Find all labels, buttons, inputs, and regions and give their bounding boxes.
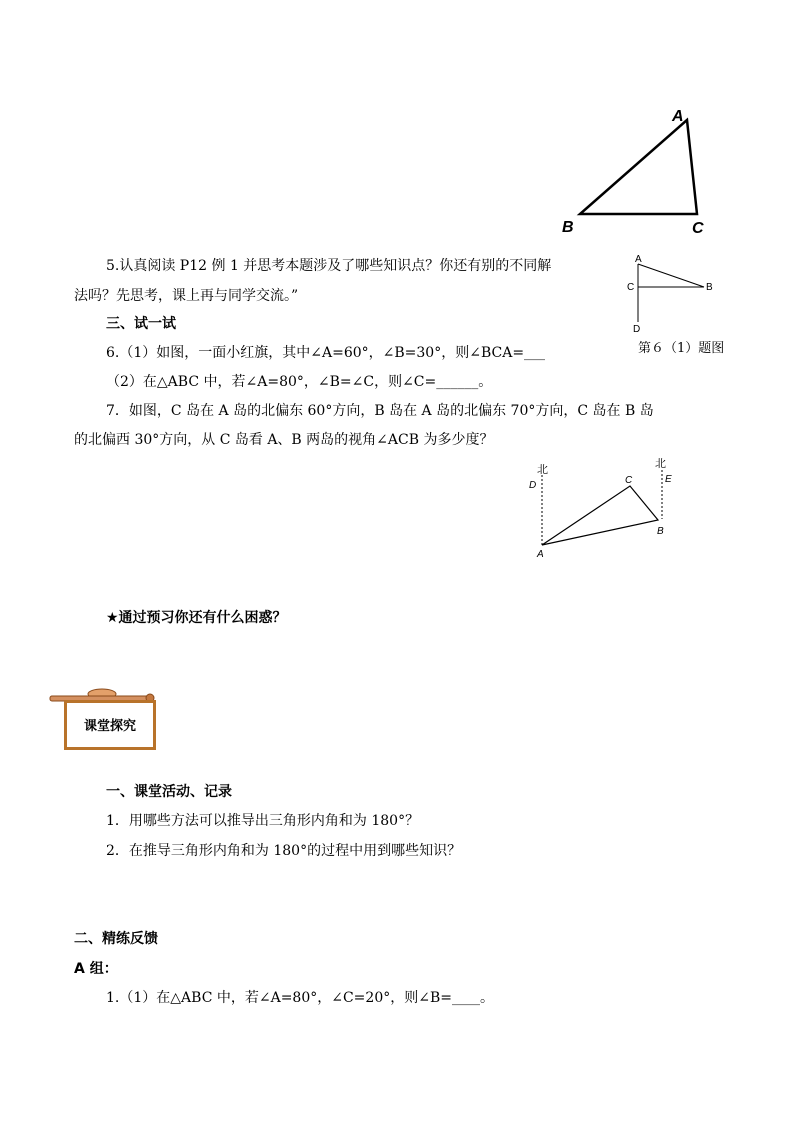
- doubt-prompt: ★通过预习你还有什么困惑？: [106, 610, 287, 626]
- triangle-label-a: A: [672, 108, 684, 125]
- triangle-label-c: C: [692, 220, 704, 237]
- flag-label-c: C: [627, 282, 635, 293]
- island-label-a: A: [537, 549, 544, 560]
- q5-line1: 5.认真阅读 P12 例 1 并思考本题涉及了哪些知识点？你还有别的不同解: [106, 258, 552, 274]
- north-label-2: 北: [655, 458, 666, 470]
- flag-label-d: D: [633, 324, 641, 335]
- north-label-1: 北: [537, 464, 548, 476]
- badge: [64, 700, 156, 750]
- group-a-label: A 组：: [74, 961, 118, 977]
- feedback-item1: 1.（1）在△ABC 中，若∠A=80°，∠C=20°，则∠B=____。: [106, 990, 494, 1006]
- activity-item1: 1．用哪些方法可以推导出三角形内角和为 180°？: [106, 813, 420, 829]
- q6-line1: 6.（1）如图，一面小红旗，其中∠A=60°，∠B=30°，则∠BCA=___: [106, 345, 546, 361]
- feedback-title: 二、精练反馈: [74, 931, 158, 947]
- activity-item2: 2．在推导三角形内角和为 180°的过程中用到哪些知识？: [106, 843, 462, 859]
- flag-label-b: B: [706, 282, 713, 293]
- flag-caption: 第６（1）题图: [638, 341, 725, 356]
- island-label-c: C: [625, 475, 633, 486]
- island-label-e: E: [665, 474, 672, 485]
- activity-title: 一、课堂活动、记录: [106, 784, 232, 800]
- q7-line1: 7．如图，C 岛在 A 岛的北偏东 60°方向，B 岛在 A 岛的北偏东 70°方向，C 岛在 B 岛: [106, 403, 654, 419]
- q5-line2: 法吗？先思考，课上再与同学交流。”: [74, 288, 299, 304]
- triangle-abc: [580, 120, 697, 214]
- flag-figure: [620, 250, 730, 340]
- island-label-b: B: [657, 526, 664, 537]
- q7-line2: 的北偏西 30°方向，从 C 岛看 A、B 两岛的视角∠ACB 为多少度？: [74, 432, 494, 448]
- flag-label-a: A: [635, 254, 642, 265]
- triangle-label-b: B: [562, 219, 574, 236]
- q6-line2: （2）在△ABC 中，若∠A=80°，∠B=∠C，则∠C=______。: [106, 374, 493, 390]
- triangle-acb: [542, 486, 658, 545]
- island-label-d: D: [529, 480, 537, 491]
- badge-label: 课堂探究: [83, 719, 136, 734]
- section3-title: 三、试一试: [106, 316, 176, 332]
- triangle-figure: [550, 100, 720, 240]
- island-figure: [520, 455, 690, 570]
